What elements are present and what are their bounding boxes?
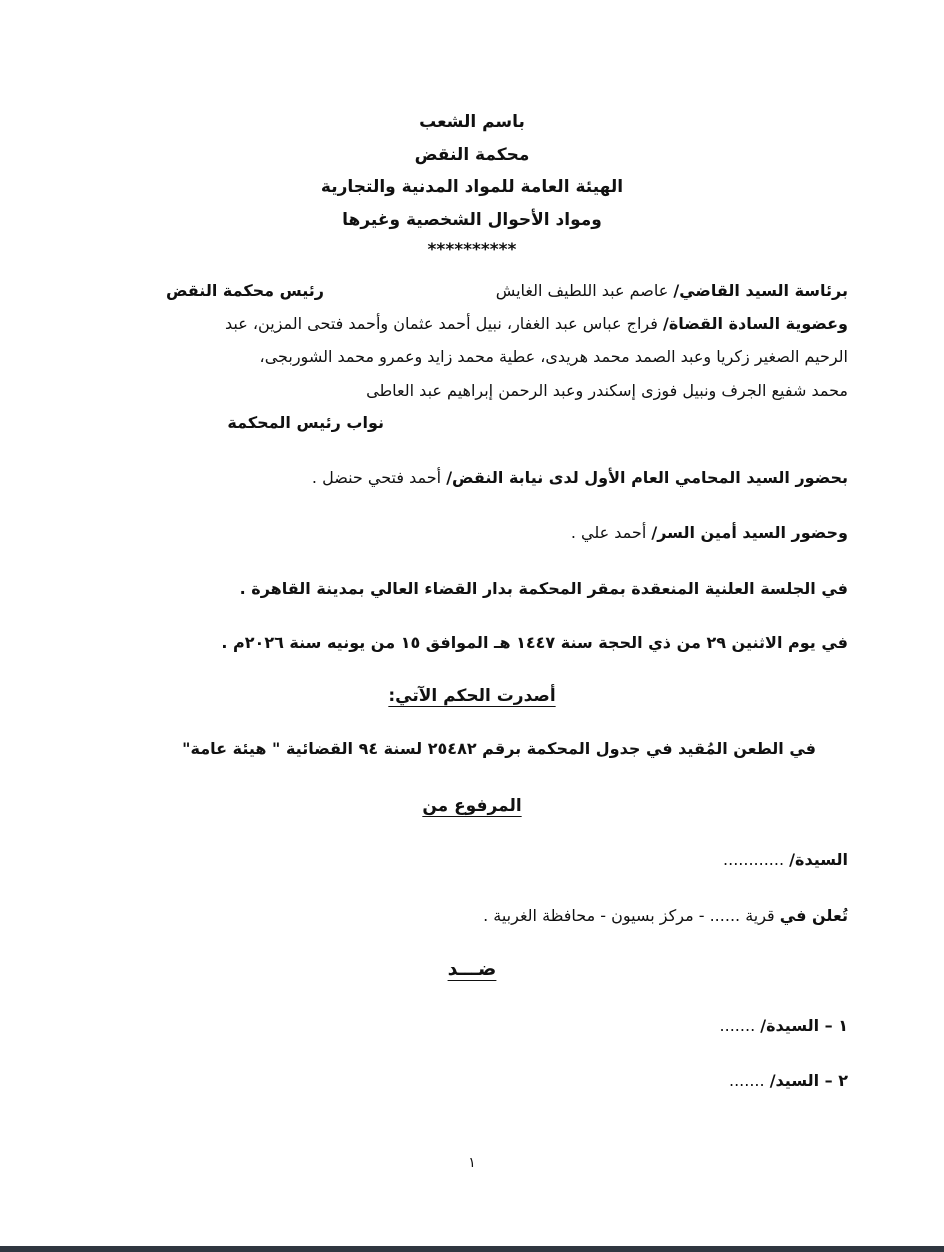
date-line: في يوم الاثنين ٢٩ من ذي الحجة سنة ١٤٤٧ هـ الموافق ١٥ من يونيه سنة ٢٠٢٦م . bbox=[221, 633, 848, 652]
members-line-2: الرحيم الصغير زكريا وعبد الصمد محمد هريدى، عطية محمد زايد وعمرو محمد الشوربجى، bbox=[259, 347, 848, 366]
personal-status-title: ومواد الأحوال الشخصية وغيرها bbox=[342, 210, 602, 230]
secretary-line bbox=[571, 522, 848, 544]
header-line-1: باسم الشعب bbox=[419, 112, 525, 132]
members-names-1: فراج عباس عبد الغفار، نبيل أحمد عثمان وأحمد فتحى المزين، عبد bbox=[225, 314, 658, 333]
presidency-line bbox=[496, 280, 848, 302]
notice-label: تُعلن في bbox=[779, 906, 848, 925]
prosecutor-name: أحمد فتحي حنضل . bbox=[311, 468, 442, 487]
appellant-line bbox=[723, 849, 848, 871]
respondent-1-value: ....... bbox=[719, 1016, 756, 1035]
members-label: وعضوية السادة القضاة/ bbox=[662, 314, 848, 333]
ruling-heading: أصدرت الحكم الآتي: bbox=[388, 686, 556, 706]
members-line-3: محمد شفيع الجرف ونبيل فوزى إسكندر وعبد الرحمن إبراهيم عبد العاطى bbox=[366, 381, 848, 400]
respondent-2-line bbox=[729, 1070, 848, 1092]
notice-value: قرية ...... - مركز بسيون - محافظة الغربية . bbox=[483, 906, 775, 925]
presidency-label: برئاسة السيد القاضي/ bbox=[673, 281, 848, 300]
separator-stars: ********** bbox=[427, 240, 517, 260]
appeal-line: في الطعن المُقيد في جدول المحكمة برقم ٢٥٤٨٢ لسنة ٩٤ القضائية " هيئة عامة" bbox=[182, 739, 816, 758]
court-name: محكمة النقض bbox=[414, 145, 530, 165]
appellant-value: ............ bbox=[723, 850, 785, 869]
respondent-2-value: ....... bbox=[729, 1071, 765, 1090]
respondent-2-label: ٢ – السيد/ bbox=[769, 1071, 848, 1090]
prosecutor-line bbox=[312, 467, 848, 489]
general-assembly-title: الهيئة العامة للمواد المدنية والتجارية bbox=[320, 177, 624, 197]
filed-by-heading: المرفوع من bbox=[422, 796, 522, 816]
session-line: في الجلسة العلنية المنعقدة بمقر المحكمة بدار القضاء العالي بمدينة القاهرة . bbox=[239, 579, 848, 598]
secretary-name: أحمد علي . bbox=[570, 523, 647, 542]
presidency-name: عاصم عبد اللطيف الغايش bbox=[495, 281, 669, 300]
deputies-title: نواب رئيس المحكمة bbox=[227, 413, 384, 432]
secretary-label: وحضور السيد أمين السر/ bbox=[651, 523, 848, 542]
appellant-label: السيدة/ bbox=[789, 850, 848, 869]
page-number: ١ bbox=[468, 1155, 476, 1171]
against-heading: ضـــد bbox=[447, 958, 497, 980]
respondent-1-label: ١ – السيدة/ bbox=[760, 1016, 848, 1035]
notice-line bbox=[483, 905, 848, 927]
respondent-1-line bbox=[720, 1015, 848, 1037]
prosecutor-label: بحضور السيد المحامي العام الأول لدى نيابة النقض/ bbox=[446, 468, 848, 487]
bottom-border bbox=[0, 1246, 944, 1252]
presidency-title: رئيس محكمة النقض bbox=[165, 281, 324, 300]
members-line-1 bbox=[225, 313, 848, 335]
